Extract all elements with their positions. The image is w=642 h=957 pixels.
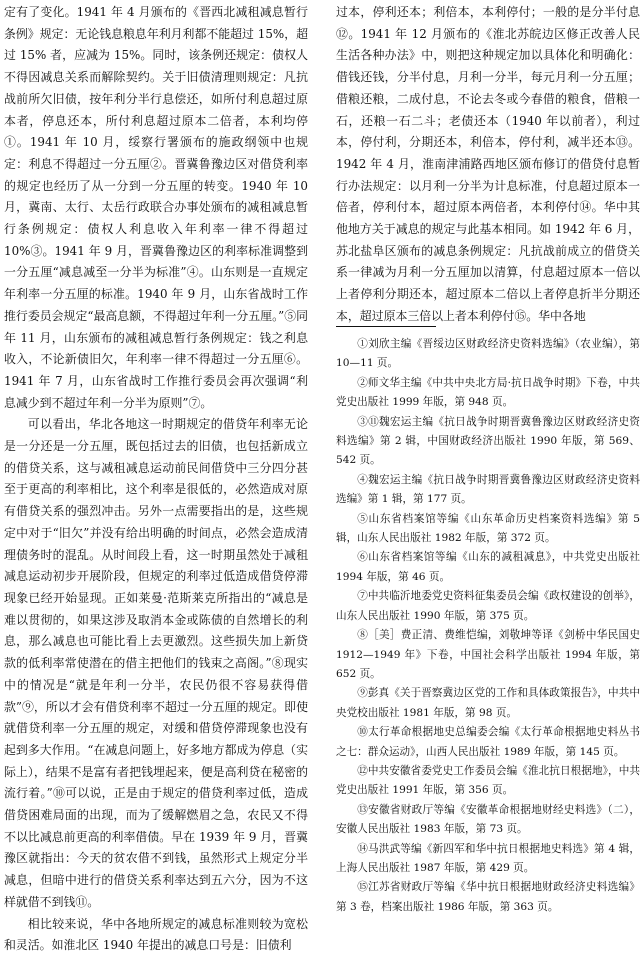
footnote-10: ⑩太行革命根据地史总编委会编《太行革命根据地史料丛书之七：群众运动》，山西人民出版社 1989 年版，第 145 页。 <box>336 726 640 758</box>
footnote-14: ⑭马洪武等编《新四军和华中抗日根据地史料选》第 4 辑，上海人民出版社 1987 年版，第 429 页。 <box>336 842 640 874</box>
footnote-12: ⑫中共安徽省委党史工作委员会编《淮北抗日根据地》，中共党史出版社 1991 年版，第 356 页。 <box>336 764 640 797</box>
body-paragraph-continued: 过本，停利还本；利倍本，本利停付；一般的是分半付息⑫。1941 年 12 月颁布的《淮北苏皖边区修正改善人民生活各种办法》中，则把这种规定加以具体化和明确化：借钱还钱，分半付息，月利一分半，每元月利一分五厘；借粮还粮，二成付息，不论去冬或今春借的粮食，借粮一石，还粮一石二斗；老债还本（1940 年以前者），利过本，停付利，分期还本，利倍本，停付利，减半还本⑬。1942 年 4 月，淮南津浦路西地区颁布修订的借贷付息暂行办法规定：以月利一分半为计息标准，付息超过原本一倍者，停利付本，超过原本两倍者，本利停付⑭。华中其他地方关于减息的规定与此基本相同。如 1942 年 6 月，苏北盐阜区颁布的减息条例规定：凡抗战前成立的借贷关系一律减为月利一分五厘加以清算，付息超过原本一倍以上者停利分期还本，超过原本二倍以上者停息折半分期还本，超过原本三倍以上者本利停付⑮。华中各地 <box>336 5 640 323</box>
footnote-13: ⑬安徽省财政厅等编《安徽革命根据地财经史料选》（二），安徽人民出版社 1983 年版，第 73 页。 <box>336 803 640 836</box>
body-paragraph-2: 可以看出，华北各地这一时期规定的借贷年利率无论是一分还是一分五厘，既包括过去的旧债，也包括新成立的借贷关系，这与减租减息运动前民间借贷中三分四分甚至于更高的利率相比，这个利率是很低的，必然造成对原有借贷关系的强烈冲击。另外一点需要指出的是，这些规定中对于“旧欠”并没有给出明确的时间点，必然会造成清理债务时的混乱。从时间段上看，这一时期虽然处于减租减息运动初步开展阶段，但规定的利率过低造成借贷停滞现象已经开始显现。正如莱曼·范斯莱克所指出的“减息是难以贯彻的，如果这涉及取消本金或陈债的自然增长的利息，那么减息也可能比看上去更激烈。这些损失加上新贷款的低利率常使潜在的借主把他们的钱束之高阁。”⑧现实中的情况是“就是年利一分半，农民仍很不容易获得借款”⑨，所以才会有借贷利率不超过一分五厘的规定。即使就借贷利率一分五厘的规定，对缓和借贷停滞现象也没有起到多大作用。“在减息问题上，好多地方都成为停息（实际上），结果不是富有者把钱埋起来，便是高利贷在秘密的流行着。”⑩可以说，正是由于规定的借贷利率过低，造成借贷困难局面的出现，而为了缓解燃眉之急，农民又不得不以比减息前更高的利率借债。早在 1939 年 9 月，晋冀豫区就指出：今天的贫农借不到钱，虽然形式上规定分半减息，但暗中进行的借贷关系利率达到五六分，因为不这样就借不到钱⑪。 <box>4 417 308 909</box>
footnote-3: ③⑪魏宏运主编《抗日战争时期晋冀鲁豫边区财政经济史资料选编》第 2 辑，中国财政经济出版社 1990 年版，第 569、542 页。 <box>336 415 640 467</box>
footnotes-section <box>336 320 640 917</box>
body-paragraph-3: 相比较来说，华中各地所规定的减息标准则较为宽松和灵活。如淮北区 1940 年提出的减息口号是：旧债利 <box>4 916 308 953</box>
footnote-7: ⑦中共临沂地委党史资料征集委员会编《政权建设的创举》，山东人民出版社 1990 年版，第 375 页。 <box>336 590 640 622</box>
footnote-9: ⑨彭真《关于晋察冀边区党的工作和具体政策报告》，中共中央党校出版社 1981 年版，第 98 页。 <box>336 687 640 719</box>
footnote-2: ②师文华主编《中共中央北方局·抗日战争时期》下卷，中共党史出版社 1999 年版，第 948 页。 <box>336 376 640 409</box>
footnote-6: ⑥山东省档案馆等编《山东的减租减息》，中共党史出版社 1994 年版，第 46 页。 <box>336 551 640 583</box>
body-paragraph-1: 定有了变化。1941 年 4 月颁布的《晋西北减租减息暂行条例》规定：无论钱息粮息年利月利都不能超过 15%，超过 15% 者，应减为 15%。同时，该条例还规定：债权人不得因减息关系而解除契约。关于旧债清理则规定：凡抗战前所欠旧债，按年利分半行息偿还，如所付利息超过原本者，停息还本，所付利息超过原本二倍者，本利均停①。1941 年 10 月，绥察行署颁布的施政纲领中也规定：利息不得超过一分五厘②。晋冀鲁豫边区对借贷利率的规定也经历了从一分到一分五厘的转变。1940 年 10 月，冀南、太行、太岳行政联合办事处颁布的减租减息暂行条例规定：债权人利息收入年利率一律不得超过 10%③。1941 年 9 月，晋冀鲁豫边区的利率标准调整到一分五厘“减息减至一分半为标准”④。山东则是一直规定年利率一分五厘的标准。1940 年 9 月，山东省战时工作推行委员会规定“最高息额，不得超过年利一分五厘。”⑤同年 11 月，山东颁布的减租减息暂行条例规定：钱之利息收入，不论新债旧欠，年利率一律不得超过一分五厘⑥。1941 年 7 月，山东省战时工作推行委员会再次强调“利息减少到不超过年利一分半为原则”⑦。 <box>4 5 308 410</box>
footnote-1: ①刘欣主编《晋绥边区财政经济史资料选编》（农业编），第 10—11 页。 <box>336 338 640 370</box>
footnote-4: ④魏宏运主编《抗日战争时期晋冀鲁豫边区财政经济史资料选编》第 1 辑，第 177 页。 <box>336 473 640 506</box>
right-column <box>336 2 640 328</box>
footnote-divider <box>336 326 436 327</box>
left-column <box>4 2 308 957</box>
footnote-8: ⑧［美］费正清、费维恺编，刘敬坤等译《剑桥中华民国史 1912—1949 年》下卷，中国社会科学出版社 1994 年版，第 652 页。 <box>336 629 640 680</box>
footnote-15: ⑮江苏省财政厅等编《华中抗日根据地财政经济史料选编》第 3 卷，档案出版社 1986 年版，第 363 页。 <box>336 881 640 913</box>
footnote-5: ⑤山东省档案馆等编《山东革命历史档案资料选编》第 5 辑，山东人民出版社 1982 年版，第 372 页。 <box>336 512 640 545</box>
